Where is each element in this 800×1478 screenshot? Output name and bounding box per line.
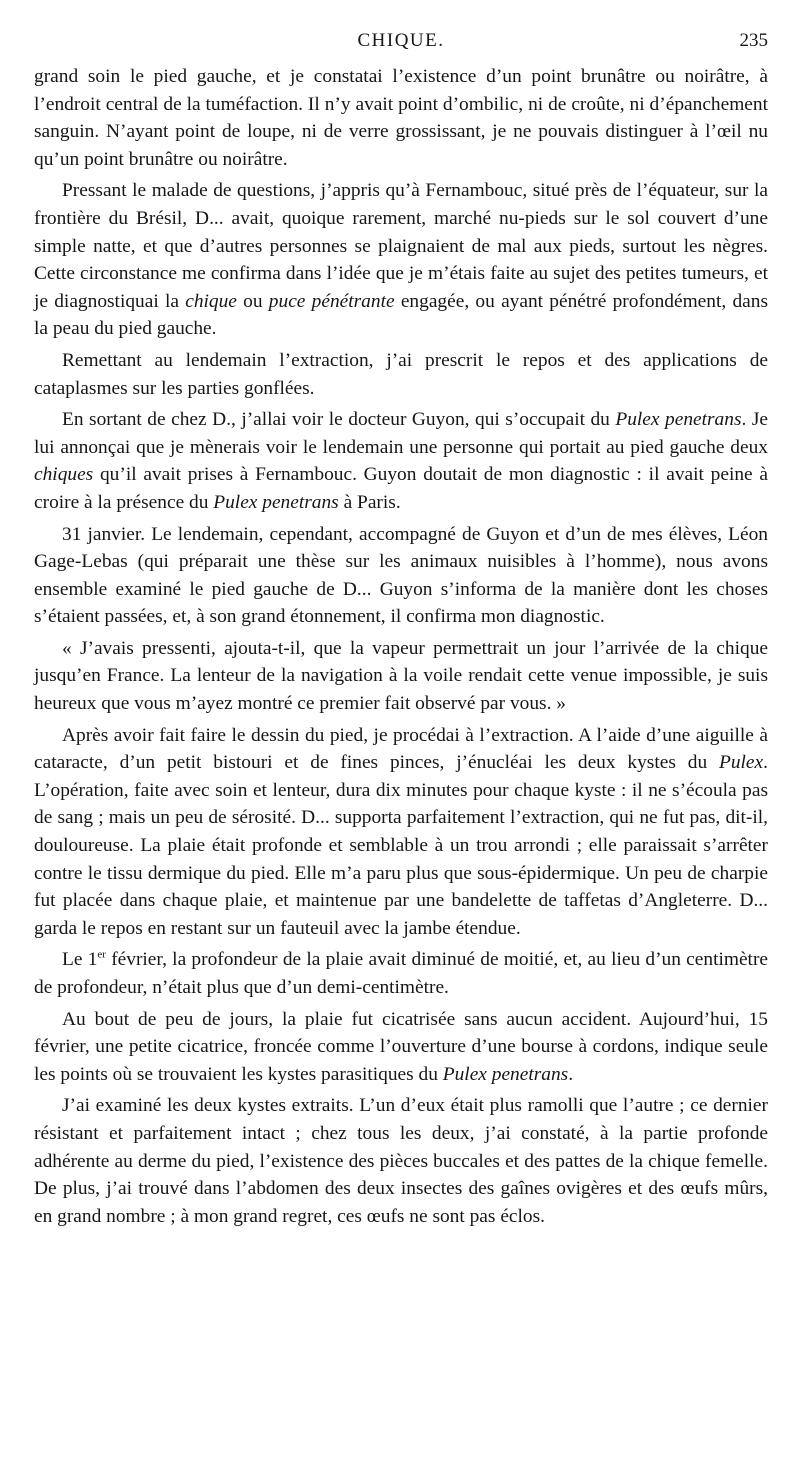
italic-text: Pulex xyxy=(719,752,764,774)
italic-text: puce pénétrante xyxy=(268,290,395,312)
italic-text: chique xyxy=(185,290,237,312)
text-run: à Paris. xyxy=(338,491,401,513)
text-run: engagée, ou ayant pénétré profondément, dans la peau du pied gauche. xyxy=(34,290,769,340)
italic-text: Pulex penetrans xyxy=(442,1063,569,1085)
text-run: . L’opération, faite avec soin et lenteur, dura dix minutes pour chaque kyste : il ne s’écoula pas de sang ; mais un peu de sérosité. D... supporta parfaitement l’extraction, qui ne fut pas, dit-il, douloureuse. La plaie était profonde et semblable à un trou arrondi ; elle paraissait s’arrêter contre le tissu dermique du pied. Elle m’a paru plus que sous-épidermique. Un peu de charpie fut placée dans chaque plaie, et maintenue par une bandelette de taffetas d’Angleterre. D... garda le repos en restant sur un fauteuil avec la jambe étendue. xyxy=(34,752,768,939)
paragraph xyxy=(34,177,768,343)
italic-text: Pulex penetrans xyxy=(213,491,339,513)
paragraph xyxy=(34,63,768,173)
text-run: 31 janvier. Le lendemain, cependant, accompagné de Guyon et d’un de mes élèves, Léon Gage-Lebas (qui préparait une thèse sur les animaux nuisibles à l’homme), nous avons ensemble examiné le pied gauche de D... Guyon s’informa de la manière dont les choses s’étaient passées, et, à son grand étonnement, il confirma mon diagnostic. xyxy=(34,523,768,628)
page-number: 235 xyxy=(739,30,768,51)
italic-text: Pulex penetrans xyxy=(615,409,742,431)
italic-text: chiques xyxy=(34,464,94,486)
body-text xyxy=(34,63,768,1230)
text-run: qu’il avait prises à Fernambouc. Guyon doutait de mon diagnostic : il avait peine à croire à la présence du xyxy=(34,464,768,513)
paragraph xyxy=(34,1092,768,1230)
paragraph xyxy=(34,946,768,1001)
text-run: ou xyxy=(236,290,269,312)
text-run: Remettant au lendemain l’extraction, j’ai prescrit le repos et des applications de cataplasmes sur les parties gonflées. xyxy=(34,349,768,399)
paragraph xyxy=(34,347,768,402)
paragraph xyxy=(34,521,768,631)
text-run: grand soin le pied gauche, et je constatai l’existence d’un point brunâtre ou noirâtre, à l’endroit central de la tuméfaction. Il n’y avait point d’ombilic, ni de croûte, ni d’épanchement sanguin. N’ayant point de loupe, ni de verre grossissant, je ne pouvais distinguer à l’œil nu qu’un point brunâtre ou noirâtre. xyxy=(34,66,768,170)
text-run: Pressant le malade de questions, j’appris qu’à Fernambouc, situé près de l’équateur, sur la frontière du Brésil, D... avait, quoique rarement, marché nu-pieds sur le sol couvert d’une simple natte, et que d’autres personnes se plaignaient de mal aux pieds, surtout les nègres. Cette circonstance me confirma dans l’idée que je m’étais faite au sujet des petites tumeurs, et je diagnostiquai la xyxy=(34,180,768,312)
running-title: CHIQUE. xyxy=(357,30,445,51)
text-run: . Je lui annonçai que je mènerais voir le lendemain une personne qui portait au pied gauche deux xyxy=(34,409,768,458)
running-head xyxy=(34,30,768,56)
text-run: Au bout de peu de jours, la plaie fut cicatrisée sans aucun accident. Aujourd’hui, 15 février, une petite cicatrice, froncée comme l’ouverture d’une bourse à cordons, indique seule les points où se trouvaient les kystes parasitiques du xyxy=(34,1008,768,1085)
text-run: Le 1 xyxy=(62,949,98,971)
text-run: février, la profondeur de la plaie avait diminué de moitié, et, au lieu d’un centimètre de profondeur, n’était plus que d’un demi-centimètre. xyxy=(34,949,769,998)
paragraph xyxy=(34,722,768,943)
paragraph xyxy=(34,635,768,718)
text-run: Après avoir fait faire le dessin du pied, je procédai à l’extraction. A l’aide d’une aiguille à cataracte, d’un petit bistouri et de fines pinces, j’énucléai les deux kystes du xyxy=(34,724,768,774)
paragraph xyxy=(34,1006,768,1089)
paragraph xyxy=(34,406,768,516)
text-run: En sortant de chez D., j’allai voir le docteur Guyon, qui s’occupait du xyxy=(62,409,616,431)
superscript-text: er xyxy=(97,948,106,961)
text-run: « J’avais pressenti, ajouta-t-il, que la vapeur permettrait un jour l’arrivée de la chique jusqu’en France. La lenteur de la navigation à la voile rendait cette venue impossible, je suis heureux que vous m’ayez montré ce premier fait observé par vous. » xyxy=(34,637,768,715)
text-run: . xyxy=(568,1063,574,1085)
text-run: J’ai examiné les deux kystes extraits. L’un d’eux était plus ramolli que l’autre ; ce dernier résistant et parfaitement intact ; chez tous les deux, j’ai constaté, à la partie profonde adhérente au derme du pied, l’existence des pièces buccales et des pattes de la chique femelle. De plus, j’ai trouvé dans l’abdomen des deux insectes des gaînes ovigères et des œufs mûrs, en grand nombre ; à mon grand regret, ces œufs ne sont pas éclos. xyxy=(34,1095,768,1227)
